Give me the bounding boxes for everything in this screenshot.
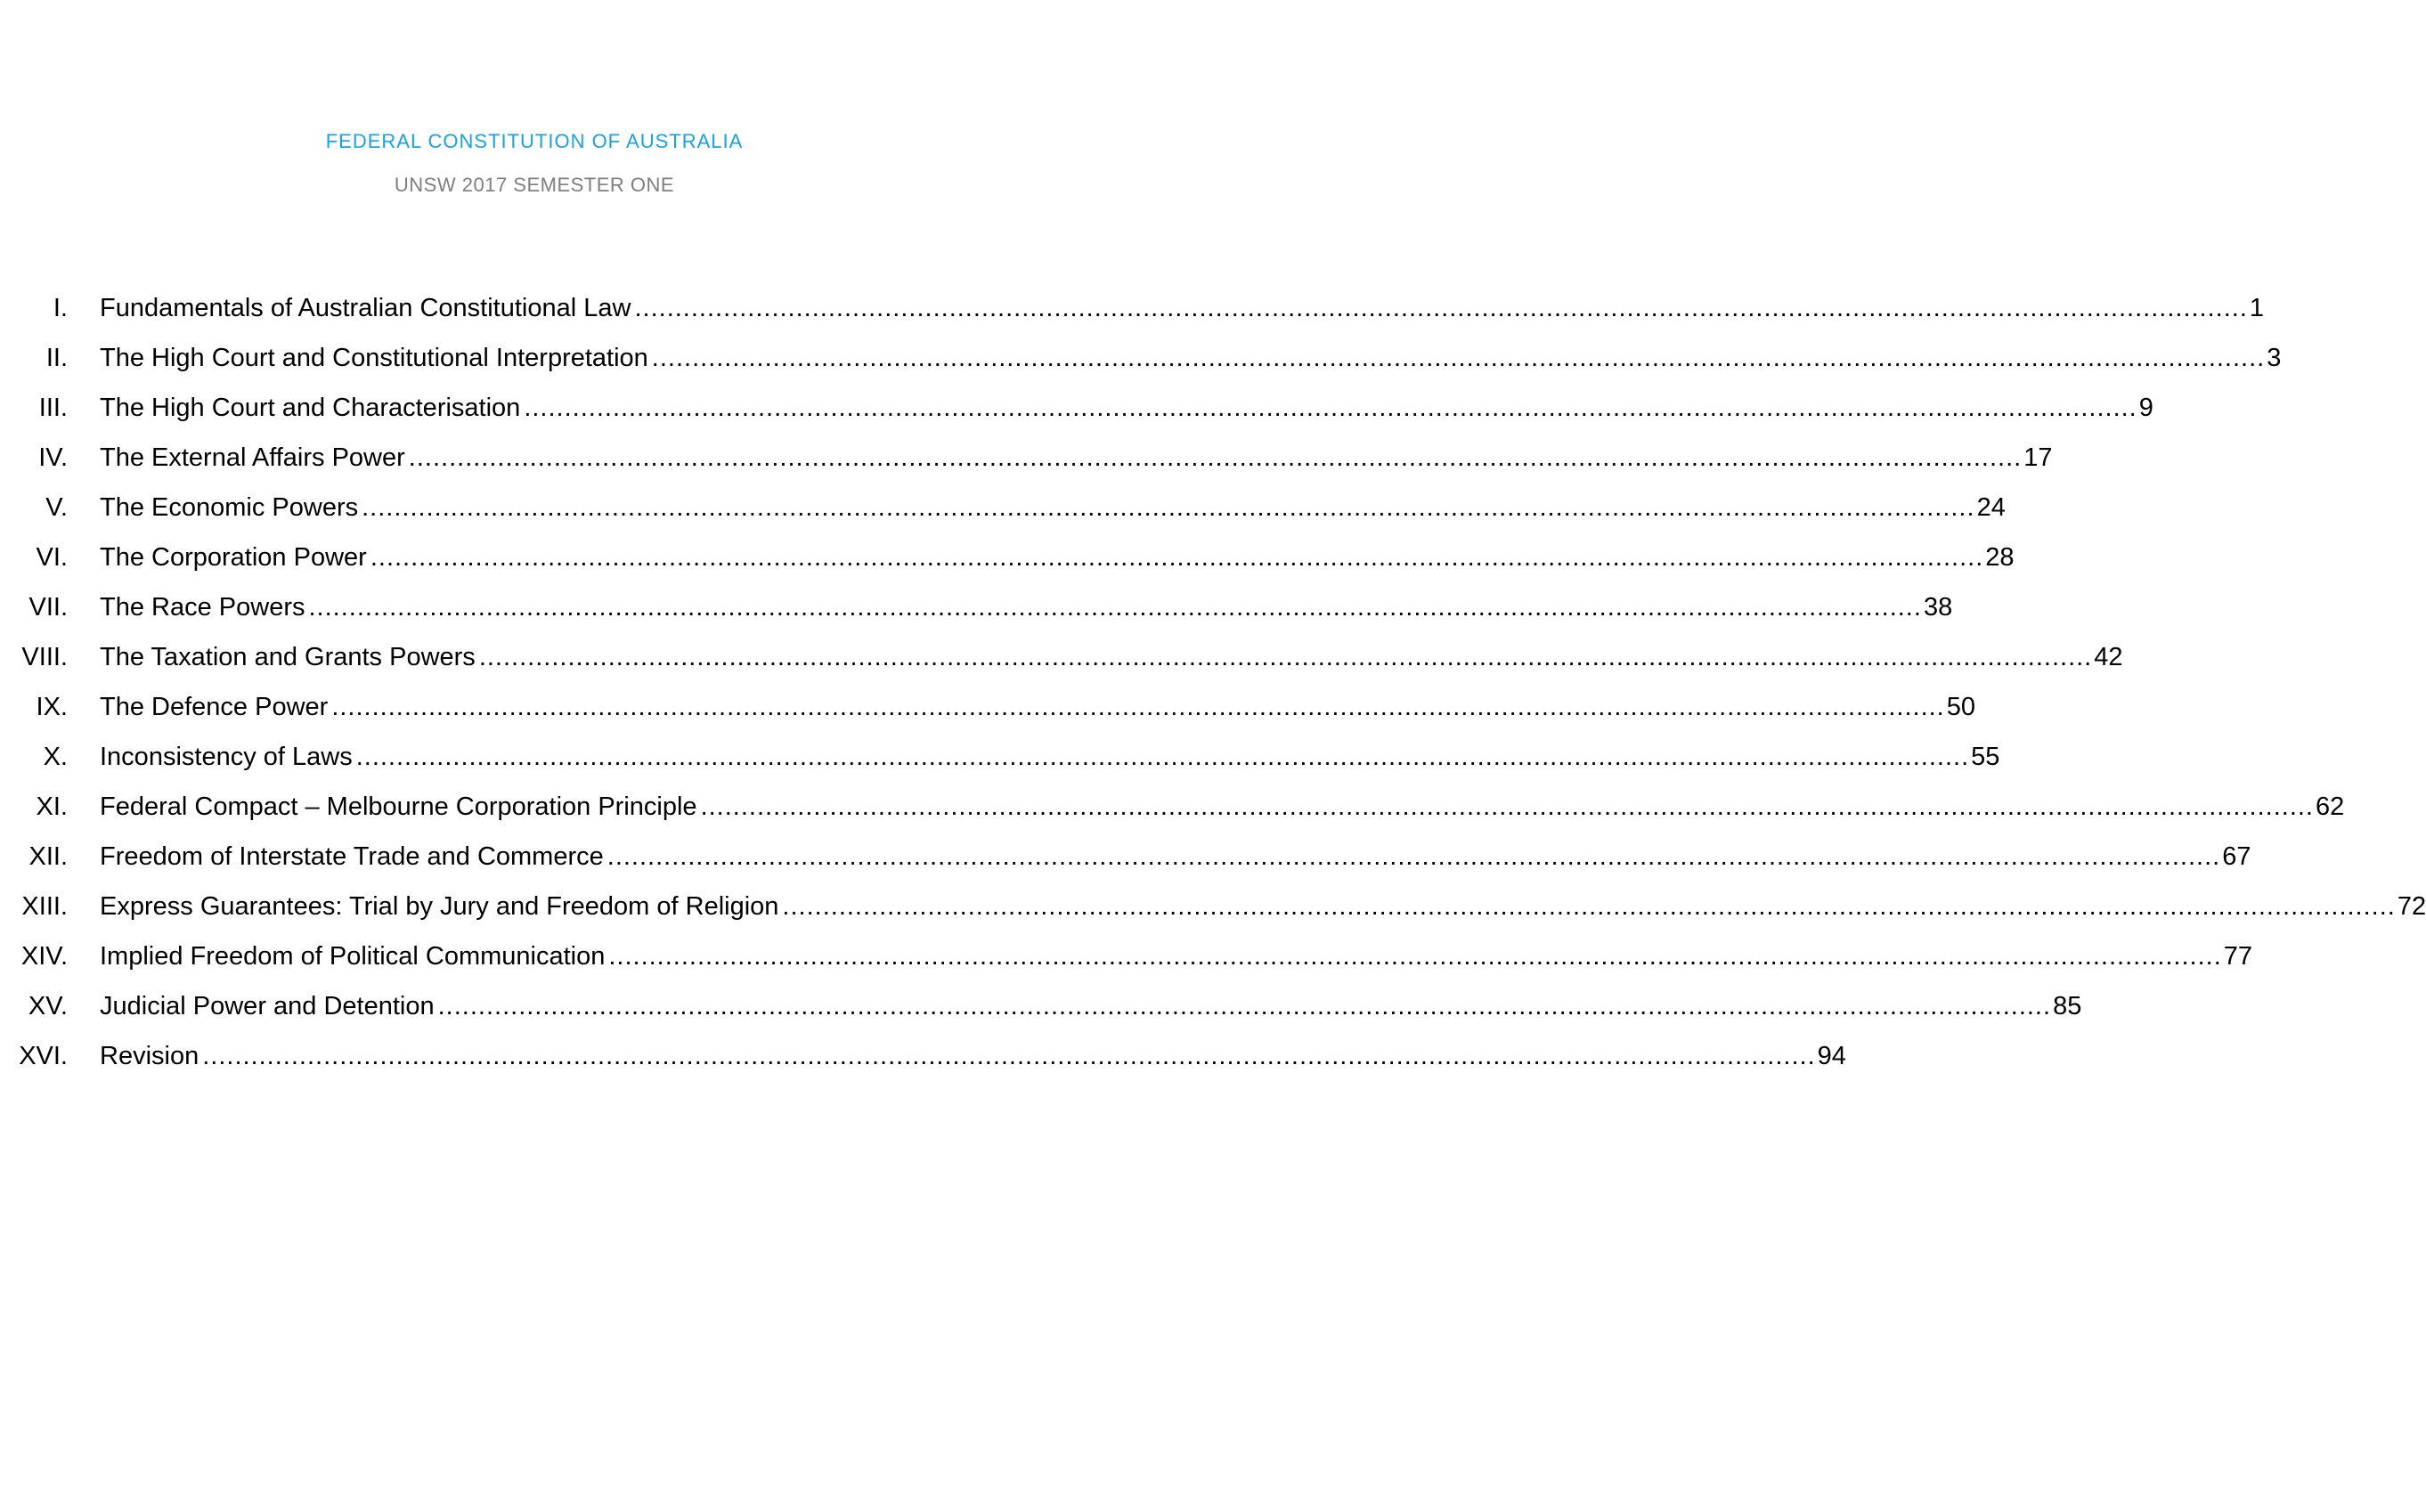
toc-entry-number: XIV. — [20, 942, 68, 971]
toc-entry-number: XI. — [36, 793, 68, 821]
toc-entry-title[interactable]: Implied Freedom of Political Communication — [100, 942, 606, 971]
toc-dot-leader: ........................................................................................................................................................................................................ — [308, 593, 1922, 622]
toc-entry-page[interactable]: 94 — [1817, 1042, 1846, 1070]
toc-entry-title[interactable]: Judicial Power and Detention — [100, 992, 435, 1020]
toc-dot-leader: ........................................................................................................................................................................................................ — [524, 394, 2137, 422]
table-of-contents — [0, 283, 2426, 1081]
toc-entry[interactable] — [0, 532, 2015, 582]
toc-entry-page[interactable]: 1 — [2249, 294, 2265, 322]
toc-entry[interactable] — [0, 483, 2006, 532]
toc-entry-title[interactable]: Revision — [100, 1042, 199, 1070]
toc-entry[interactable] — [0, 682, 1976, 732]
toc-entry[interactable] — [0, 981, 2082, 1031]
toc-entry-page[interactable]: 3 — [2267, 344, 2282, 372]
toc-entry-page[interactable]: 55 — [1971, 743, 2000, 771]
toc-dot-leader: ........................................................................................................................................................................................................ — [355, 743, 1970, 771]
toc-entry-title[interactable]: The External Affairs Power — [100, 443, 405, 472]
toc-entry-number: VIII. — [21, 643, 68, 671]
toc-entry-title[interactable]: Express Guarantees: Trial by Jury and Freedom of Religion — [100, 892, 779, 921]
toc-entry[interactable] — [0, 433, 2053, 483]
toc-entry-number: VI. — [36, 543, 68, 572]
toc-entry[interactable] — [0, 832, 2251, 882]
toc-entry-page[interactable]: 42 — [2094, 643, 2123, 671]
toc-entry-page[interactable]: 72 — [2397, 892, 2426, 921]
toc-entry-number: XVI. — [19, 1042, 68, 1070]
toc-dot-leader: ........................................................................................................................................................................................................ — [608, 942, 2222, 971]
toc-entry-title[interactable]: The Defence Power — [100, 693, 329, 721]
toc-entry[interactable] — [0, 283, 2265, 333]
toc-entry[interactable] — [0, 732, 2000, 782]
toc-entry[interactable] — [0, 333, 2282, 383]
toc-dot-leader: ........................................................................................................................................................................................................ — [700, 793, 2314, 821]
toc-entry-title[interactable]: Freedom of Interstate Trade and Commerce — [100, 842, 604, 871]
toc-dot-leader: ........................................................................................................................................................................................................ — [478, 643, 2093, 671]
toc-dot-leader: ........................................................................................................................................................................................................ — [362, 493, 1975, 522]
toc-entry-number: IV. — [38, 443, 68, 472]
document-subtitle: UNSW 2017 SEMESTER ONE — [394, 174, 675, 196]
toc-entry-title[interactable]: The High Court and Characterisation — [100, 394, 521, 422]
toc-entry[interactable] — [0, 632, 2123, 682]
toc-entry-title[interactable]: Fundamentals of Australian Constitutional Law — [100, 294, 631, 322]
toc-dot-leader: ........................................................................................................................................................................................................ — [634, 294, 2248, 322]
toc-entry-number: XII. — [28, 842, 68, 871]
toc-entry-number: XIII. — [21, 892, 68, 921]
toc-entry-title[interactable]: The Race Powers — [100, 593, 305, 622]
toc-entry-page[interactable]: 17 — [2023, 443, 2053, 472]
toc-entry-number: IX. — [36, 693, 68, 721]
toc-entry-page[interactable]: 77 — [2223, 942, 2253, 971]
toc-entry-page[interactable]: 38 — [1923, 593, 1953, 622]
toc-entry-number: XV. — [28, 992, 68, 1020]
toc-dot-leader: ........................................................................................................................................................................................................ — [408, 443, 2023, 472]
toc-entry-title[interactable]: Federal Compact – Melbourne Corporation Principle — [100, 793, 697, 821]
toc-entry-title[interactable]: Inconsistency of Laws — [100, 743, 353, 771]
toc-entry[interactable] — [0, 1031, 1846, 1081]
toc-dot-leader: ........................................................................................................................................................................................................ — [202, 1042, 1816, 1070]
toc-entry[interactable] — [0, 931, 2253, 981]
toc-entry-number: V. — [45, 493, 68, 522]
toc-entry[interactable] — [0, 882, 2426, 931]
toc-entry-page[interactable]: 67 — [2222, 842, 2251, 871]
toc-entry[interactable] — [0, 782, 2345, 832]
toc-entry-page[interactable]: 62 — [2316, 793, 2345, 821]
toc-entry[interactable] — [0, 383, 2153, 433]
toc-entry-page[interactable]: 28 — [1985, 543, 2015, 572]
document-title: FEDERAL CONSTITUTION OF AUSTRALIA — [325, 130, 744, 152]
toc-entry-title[interactable]: The Taxation and Grants Powers — [100, 643, 476, 671]
toc-entry-page[interactable]: 50 — [1946, 693, 1976, 721]
toc-entry-number: X. — [43, 743, 68, 771]
toc-entry[interactable] — [0, 582, 1953, 632]
toc-entry-title[interactable]: The Economic Powers — [100, 493, 359, 522]
toc-entry-title[interactable]: The Corporation Power — [100, 543, 367, 572]
toc-dot-leader: ........................................................................................................................................................................................................ — [331, 693, 1945, 721]
toc-dot-leader: ........................................................................................................................................................................................................ — [370, 543, 1984, 572]
toc-entry-page[interactable]: 85 — [2053, 992, 2082, 1020]
toc-dot-leader: ........................................................................................................................................................................................................ — [437, 992, 2052, 1020]
toc-dot-leader: ........................................................................................................................................................................................................ — [606, 842, 2221, 871]
toc-entry-number: III. — [38, 394, 68, 422]
toc-entry-page[interactable]: 9 — [2138, 394, 2153, 422]
toc-dot-leader: ........................................................................................................................................................................................................ — [651, 344, 2266, 372]
toc-entry-number: II. — [45, 344, 68, 372]
toc-dot-leader: ........................................................................................................................................................................................................ — [782, 892, 2396, 921]
toc-entry-title[interactable]: The High Court and Constitutional Interpretation — [100, 344, 648, 372]
toc-entry-page[interactable]: 24 — [1976, 493, 2006, 522]
toc-entry-number: VII. — [28, 593, 68, 622]
toc-entry-number: I. — [53, 294, 68, 322]
